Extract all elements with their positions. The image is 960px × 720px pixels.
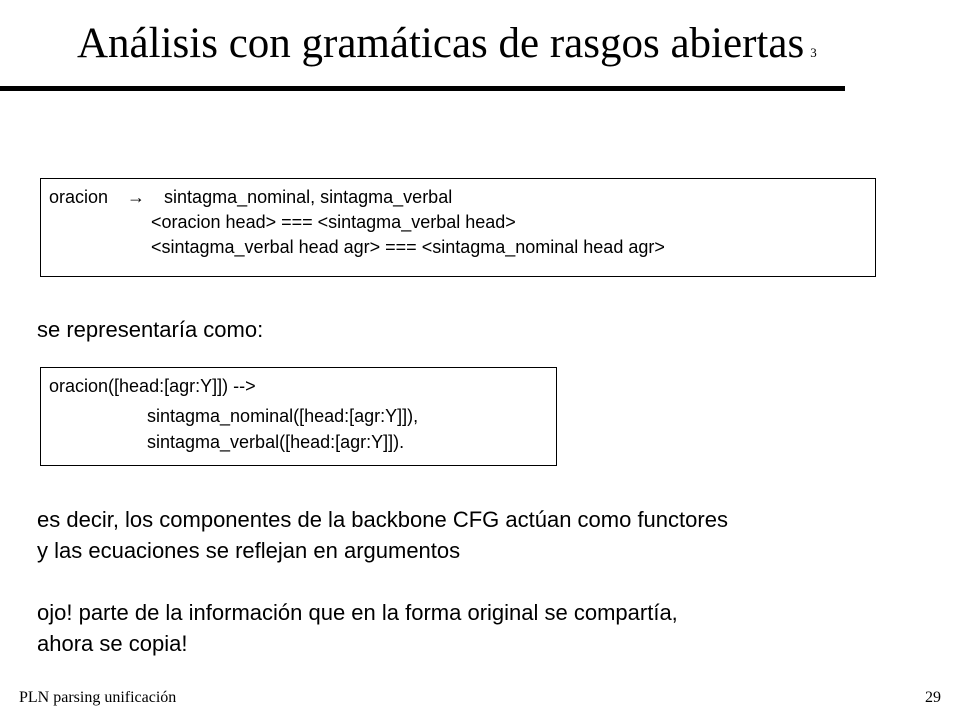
- rule-lhs: oracion: [49, 187, 109, 207]
- explanation-line: y las ecuaciones se reflejan en argumentos: [37, 538, 461, 563]
- explanation-line: es decir, los componentes de la backbone CFG actúan como functores: [37, 507, 728, 532]
- rule-equation: <oracion head> === <sintagma_verbal head>: [151, 212, 516, 232]
- grammar-rule-line: [49, 184, 452, 210]
- rule-rhs: sintagma_nominal, sintagma_verbal: [164, 187, 453, 207]
- footer-page-number: 29: [925, 689, 941, 706]
- rule-equation: <sintagma_verbal head agr> === <sintagma_nominal head agr>: [151, 237, 665, 257]
- note-paragraph: [37, 597, 678, 659]
- note-line: ahora se copia!: [37, 631, 188, 656]
- intro-text: se representaría como:: [37, 317, 264, 342]
- code-line: sintagma_verbal([head:[agr:Y]]).: [147, 432, 405, 452]
- title-divider: [0, 86, 845, 91]
- footer-course: PLN parsing unificación: [19, 689, 177, 706]
- code-line: sintagma_nominal([head:[agr:Y]]),: [147, 406, 419, 426]
- right-arrow-icon: →: [127, 187, 146, 207]
- slide-title-number: 3: [810, 45, 817, 60]
- prolog-code-box: [40, 367, 557, 466]
- slide-title: [77, 18, 817, 79]
- slide-title-text: Análisis con gramáticas de rasgos abiertas: [77, 20, 805, 67]
- note-line: ojo! parte de la información que en la forma original se compartía,: [37, 600, 678, 625]
- code-line: oracion([head:[agr:Y]]) -->: [49, 376, 256, 396]
- explanation-paragraph: [37, 504, 728, 566]
- grammar-rule-box: [40, 178, 876, 277]
